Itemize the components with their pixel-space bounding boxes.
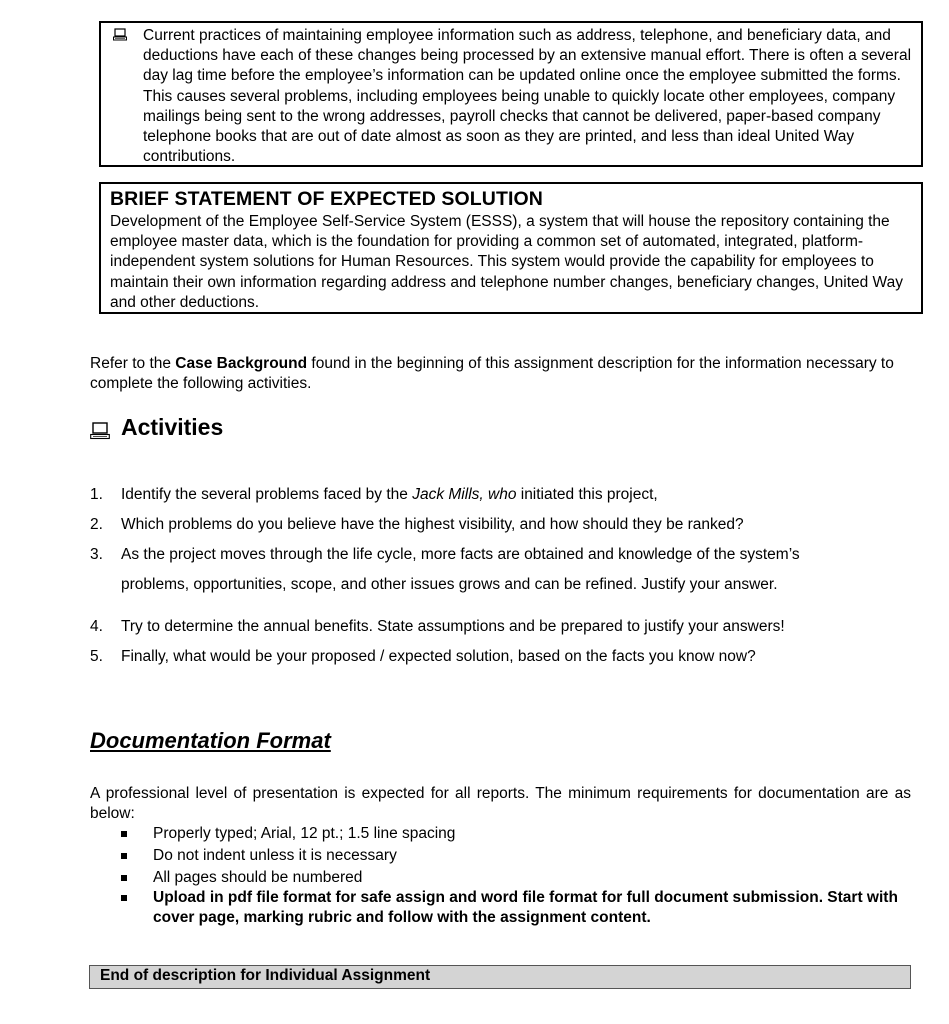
activity-text — [121, 486, 658, 504]
laptop-icon — [90, 419, 110, 446]
activity-number: 1. — [90, 486, 103, 503]
bullet-text: Do not indent unless it is necessary — [153, 847, 397, 864]
problem-statement-box — [99, 21, 923, 167]
bullet-square-icon — [121, 875, 127, 881]
activity-number: 4. — [90, 618, 103, 635]
activity-item — [90, 486, 920, 506]
bullet-text: Upload in pdf file format for safe assign and word file format for full document submission. Start with cover page, marking rubric and follow with the assignment content. — [153, 889, 898, 927]
bullet-square-icon — [121, 895, 127, 901]
problem-statement-text: Current practices of maintaining employee information such as address, telephone, and beneficiary data, and deductions have each of these changes being processed by an extensive manual effort. There is often a several day lag time before the employee’s information can be updated online once the employee submitted the forms. This causes several problems, including employees being unable to quickly locate other employees, company mailings being sent to the wrong addresses, payroll checks that cannot be delivered, paper-based company telephone books that are out of date almost as soon as they are printed, and less than ideal United Way contributions. — [143, 27, 912, 166]
activity-text: As the project moves through the life cycle, more facts are obtained and knowledge of the system’s — [121, 546, 800, 563]
case-background-label: Case Background — [175, 355, 308, 372]
end-of-description-bar — [89, 965, 911, 989]
activity-text: Which problems do you believe have the highest visibility, and how should they be ranked? — [121, 516, 744, 533]
bullet-item — [0, 868, 949, 888]
activity-number: 5. — [90, 648, 103, 665]
refer-text-before: Refer to the — [90, 355, 176, 372]
bullet-text: Properly typed; Arial, 12 pt.; 1.5 line spacing — [153, 825, 456, 842]
activity-text: Try to determine the annual benefits. State assumptions and be prepared to justify your answers! — [121, 618, 785, 635]
activity-text-italic: Jack Mills, who — [412, 486, 517, 503]
expected-solution-title: BRIEF STATEMENT OF EXPECTED SOLUTION — [110, 188, 543, 210]
bullet-item — [0, 824, 949, 844]
activity-text-part: initiated this project, — [516, 486, 658, 503]
bullet-item — [0, 846, 949, 866]
laptop-icon — [113, 28, 127, 46]
activity-item-continued — [90, 576, 920, 596]
refer-text-after: found in the beginning of this assignment description for the information necessary to complete the following activities. — [90, 355, 894, 393]
activity-number: 3. — [90, 546, 103, 563]
documentation-format-heading: Documentation Format — [90, 728, 331, 753]
refer-paragraph — [90, 354, 920, 394]
bullet-square-icon — [121, 831, 127, 837]
activity-text: problems, opportunities, scope, and other issues grows and can be refined. Justify your answer. — [121, 576, 778, 593]
activity-number: 2. — [90, 516, 103, 533]
bullet-text: All pages should be numbered — [153, 869, 363, 886]
activity-text: Finally, what would be your proposed / expected solution, based on the facts you know now? — [121, 648, 756, 665]
expected-solution-text: Development of the Employee Self-Service System (ESSS), a system that will house the repository containing the employee master data, which is the foundation for providing a common set of automated, integrated, platform-independent system solutions for Human Resources. This system would provide the capability for employees to maintain their own information regarding address and telephone number changes, beneficiary changes, United Way and other deductions. — [110, 213, 903, 311]
activity-item — [90, 648, 920, 668]
end-of-description-text: End of description for Individual Assignment — [100, 967, 431, 984]
activity-text-part: Identify the several problems faced by the — [121, 486, 413, 503]
bullet-item — [0, 888, 949, 930]
documentation-intro: A professional level of presentation is expected for all reports. The minimum requirements for documentation are as below: — [90, 785, 911, 823]
bullet-square-icon — [121, 853, 127, 859]
activity-item — [90, 546, 920, 566]
activities-title: Activities — [121, 414, 224, 440]
activity-item — [90, 618, 920, 638]
expected-solution-box — [99, 182, 923, 314]
activity-item — [90, 516, 920, 536]
